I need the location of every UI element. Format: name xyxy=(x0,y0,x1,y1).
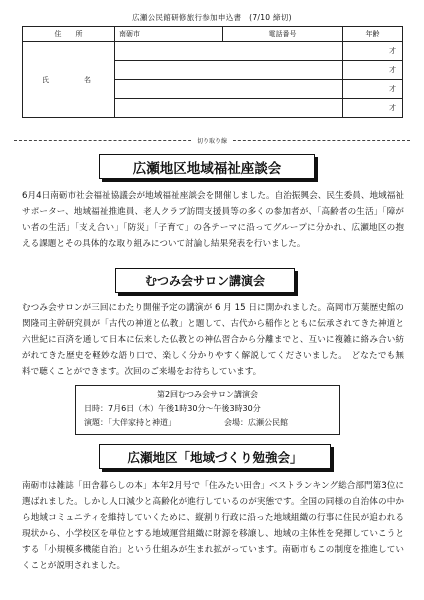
name-field-1[interactable] xyxy=(115,42,343,61)
application-form-table xyxy=(22,26,403,118)
address-label: 住 所 xyxy=(23,27,115,42)
name-label: 氏 名 xyxy=(23,42,115,118)
notice-lecture: 演題：「大伴家持と神道」 xyxy=(84,418,176,427)
section1-body: 6月4日南砺市社会福祉協議会が地域福祉座談会を開催しました。自治振興会、民生委員、地域福祉サポーター、地域福祉推進員、老人クラブ訪問支援員等の多くの参加者が、「高齢者の生活」「障がい者の生活」「支え合い」「防災」「子育て」の各テーマに沿ってグループに分かれ、広瀬地区の抱える課題とその具体的な取り組みについて討論し結果発表を行いました。 xyxy=(22,191,404,249)
age-field-3[interactable]: 才 xyxy=(343,80,403,99)
section3-body: 南砺市は雑誌「田舎暮らしの本」本年2月号で「住みたい田舎」ベストランキング総合部門第3位に選ばれました。しかし人口減少と高齢化が進行しているのが実態です。全国の同様の自治体の中から地域コミュニティを維持していくために、縦割り行政に沿った地域組織の行事に住民が追われる現状から、小学校区を単位とする地域運営組織に財源を移譲し、地域の主体性を発揮していこうとする「小規模多機能自治」という仕組みが生まれ拡がっています。南砺市もこの制度を推進していくことが説明されました。 xyxy=(22,481,404,571)
section1-heading: 広瀬地区地域福祉座談会 xyxy=(99,154,315,179)
age-label: 年齢 xyxy=(343,27,403,42)
cut-line-label: 切り取り線 xyxy=(191,138,233,145)
notice-datetime: 日時：7月6日（木）午後1時30分～午後3時30分 xyxy=(84,404,261,413)
form-title: 広瀬公民館研修旅行参加申込書 (7/10 締切) xyxy=(132,13,292,22)
name-field-3[interactable] xyxy=(115,80,343,99)
city-label: 南砺市 xyxy=(115,27,223,42)
notice-title: 第2回むつみ会サロン講演会 xyxy=(156,390,259,399)
age-field-1[interactable]: 才 xyxy=(343,42,403,61)
section2-heading: むつみ会サロン講演会 xyxy=(115,268,295,293)
name-field-2[interactable] xyxy=(115,61,343,80)
phone-label: 電話番号 xyxy=(223,27,343,42)
notice-venue: 会場：広瀬公民館 xyxy=(224,418,288,427)
lecture-notice-box xyxy=(75,385,340,435)
name-field-4[interactable] xyxy=(115,99,343,118)
age-field-4[interactable]: 才 xyxy=(343,99,403,118)
section2-body: むつみ会サロンが三回にわたり開催予定の講演が 6 月 15 日に開かれました。高岡市万葉歴史館の関隆司主幹研究員が「古代の神道と仏教」と題して、古代から稲作とともに伝承されてきた神道と六世紀に百済を通して日本に伝来した仏教との神仏習合から分離までと、互いに複雑に絡み合い紡がれてきた歴史を軽妙な語り口で、楽しく分かりやすく解説してくださいました。 どなたでも無料で聴くことができます。次回のご来場をお待ちしています。 xyxy=(22,303,404,377)
age-field-2[interactable]: 才 xyxy=(343,61,403,80)
section3-heading: 広瀬地区「地域づくり勉強会」 xyxy=(99,444,331,469)
